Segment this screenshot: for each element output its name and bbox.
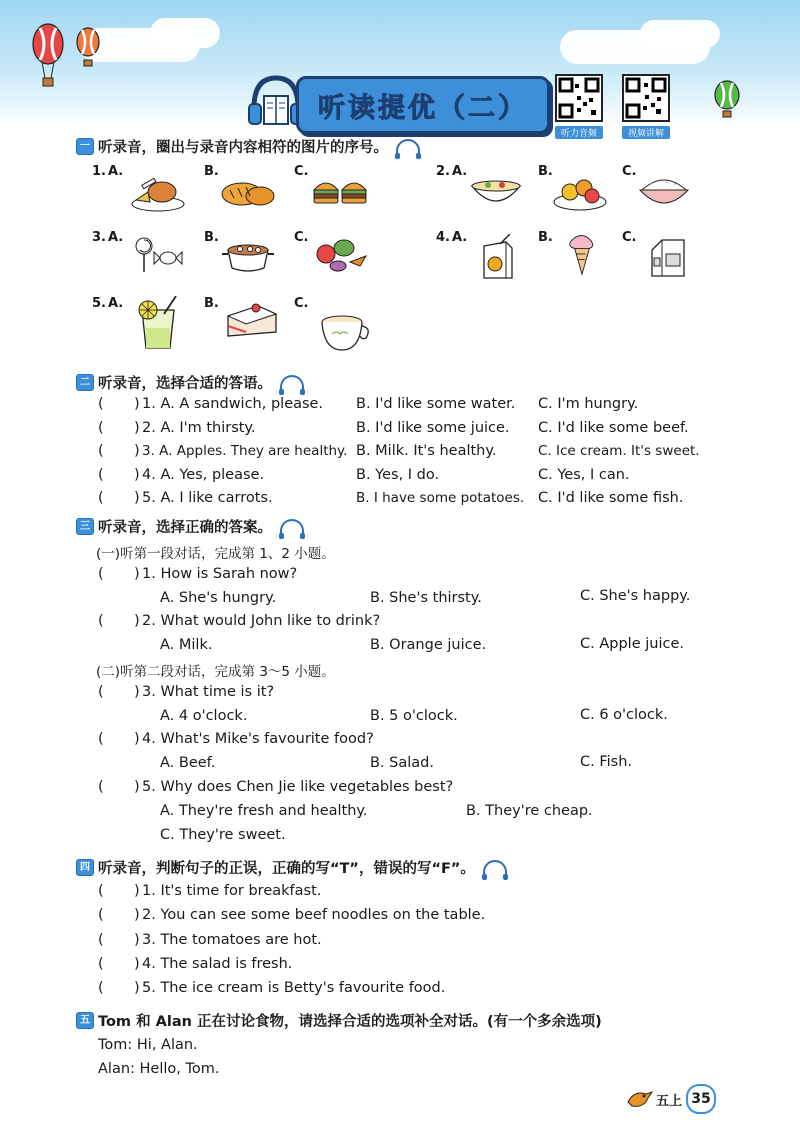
qr-block-video[interactable] [622,74,670,139]
question-number: 4. [436,230,450,245]
answer-blank-close: ) [134,907,140,923]
answer-blank-open[interactable]: ( [98,490,104,506]
option-c: C. Apple juice. [580,636,684,652]
answer-blank-close: ) [134,883,140,899]
part-heading: (二)听第二段对话，完成第 3～5 小题。 [96,664,335,680]
page-title: 听读提优（二） [296,76,550,134]
option-b: B. 5 o'clock. [370,708,458,724]
option-c: C. She's happy. [580,588,691,604]
question-text: 4. What's Mike's favourite food? [142,731,374,747]
option-a: A. 4 o'clock. [160,708,248,724]
question-number: 1. [92,164,106,179]
option-label[interactable]: A. [452,164,468,179]
option-label[interactable]: B. [538,230,553,245]
section-4-title [76,857,507,878]
balloon-icon [710,80,744,120]
dialogue-line: Alan: Hello, Tom. [98,1061,220,1077]
option-label[interactable]: A. [108,296,124,311]
lemonade-icon [134,296,182,352]
option-a: 1. A. A sandwich, please. [142,396,324,412]
answer-blank-open[interactable]: ( [98,956,104,972]
section-2-title [76,372,304,393]
answer-blank-open[interactable]: ( [98,467,104,483]
question-text: 1. How is Sarah now? [142,566,298,582]
qr-code-icon [622,74,670,122]
answer-blank-open[interactable]: ( [98,907,104,923]
answer-blank-close: ) [134,613,140,629]
option-label[interactable]: C. [294,164,309,179]
answer-blank-open[interactable]: ( [98,420,104,436]
option-b: B. She's thirsty. [370,590,482,606]
option-label[interactable]: C. [294,230,309,245]
noodles-icon [466,170,526,216]
question-number: 2. [436,164,450,179]
option-a: 2. A. I'm thirsty. [142,420,256,436]
option-label[interactable]: A. [108,164,124,179]
section-1-title [76,136,420,157]
statement: 4. The salad is fresh. [142,956,293,972]
headphone-icon [396,139,420,155]
option-c: C. 6 o'clock. [580,707,668,723]
section-badge: 五 [76,1012,94,1029]
option-b: B. I'd like some water. [356,396,516,412]
answer-blank-open[interactable]: ( [98,443,104,459]
option-a: A. Milk. [160,637,213,653]
section-badge: 二 [76,374,94,391]
page-number: 35 [686,1084,716,1114]
answer-blank-open[interactable]: ( [98,932,104,948]
ice-cream-icon [552,230,612,276]
pot-icon [218,232,278,278]
answer-blank-close: ) [134,490,140,506]
option-a: 3. A. Apples. They are healthy. [142,443,348,459]
fruit-plate-icon [550,168,610,214]
milk-carton-icon [638,234,698,280]
answer-blank-open[interactable]: ( [98,566,104,582]
option-a: A. They're fresh and healthy. [160,803,368,819]
bird-icon [624,1086,654,1110]
option-c: C. Yes, I can. [538,467,630,483]
section-3-title [76,516,304,537]
qr-code-icon [555,74,603,122]
answer-blank-close: ) [134,443,140,459]
option-a: A. Beef. [160,755,216,771]
answer-blank-close: ) [134,420,140,436]
qr-block-audio[interactable] [555,74,603,139]
answer-blank-close: ) [134,684,140,700]
answer-blank-close: ) [134,731,140,747]
option-b: B. I have some potatoes. [356,490,525,506]
candy-icon [128,232,188,278]
question-number: 5. [92,296,106,311]
answer-blank-close: ) [134,932,140,948]
option-c: C. Fish. [580,754,633,770]
option-a: A. She's hungry. [160,590,277,606]
option-label[interactable]: B. [204,296,219,311]
tea-cup-icon [316,312,376,358]
qr-label: 视频讲解 [622,126,670,139]
section-5-title [76,1010,602,1031]
qr-label: 听力音频 [555,126,603,139]
headphone-icon [280,375,304,391]
option-label[interactable]: C. [294,296,309,311]
statement: 5. The ice cream is Betty's favourite food. [142,980,446,996]
hamburger-icon [310,168,370,214]
question-number: 3. [92,230,106,245]
section-badge: 一 [76,138,94,155]
answer-blank-open[interactable]: ( [98,613,104,629]
option-label[interactable]: C. [622,164,637,179]
answer-blank-open[interactable]: ( [98,980,104,996]
option-label[interactable]: C. [622,230,637,245]
option-b: B. Orange juice. [370,637,487,653]
answer-blank-close: ) [134,779,140,795]
statement: 2. You can see some beef noodles on the table. [142,907,486,923]
option-c: C. They're sweet. [160,827,286,843]
answer-blank-close: ) [134,566,140,582]
statement: 1. It's time for breakfast. [142,883,322,899]
section-instruction: Tom 和 Alan 正在讨论食物，请选择合适的选项补全对话。(有一个多余选项) [98,1014,602,1030]
answer-blank-open[interactable]: ( [98,684,104,700]
option-c: C. I'm hungry. [538,396,639,412]
option-b: B. Salad. [370,755,434,771]
option-label[interactable]: B. [538,164,553,179]
section-badge: 三 [76,518,94,535]
option-a: 4. A. Yes, please. [142,467,265,483]
question-text: 3. What time is it? [142,684,275,700]
option-b: B. Yes, I do. [356,467,440,483]
bread-icon [218,170,278,216]
option-c: C. I'd like some fish. [538,490,684,506]
grade-label: 五上 [656,1094,683,1109]
question-text: 5. Why does Chen Jie like vegetables best? [142,779,454,795]
question-text: 2. What would John like to drink? [142,613,381,629]
statement: 3. The tomatoes are hot. [142,932,322,948]
book-icon [264,96,288,124]
section-instruction: 听录音，选择正确的答案。 [98,520,272,536]
rice-bowl-icon [634,168,694,214]
option-b: B. Milk. It's healthy. [356,443,497,459]
section-badge: 四 [76,859,94,876]
answer-blank-open[interactable]: ( [98,396,104,412]
chicken-leg-icon [128,168,188,214]
option-label[interactable]: B. [204,164,219,179]
answer-blank-open[interactable]: ( [98,731,104,747]
section-instruction: 听录音，选择合适的答语。 [98,376,272,392]
option-label[interactable]: A. [108,230,124,245]
answer-blank-close: ) [134,396,140,412]
answer-blank-close: ) [134,980,140,996]
option-c: C. I'd like some beef. [538,420,689,436]
headphone-icon [483,860,507,876]
balloon-icon [30,22,110,94]
section-instruction: 听录音，圈出与录音内容相符的图片的序号。 [98,140,388,156]
option-label[interactable]: A. [452,230,468,245]
section-instruction: 听录音，判断句子的正误，正确的写“T”，错误的写“F”。 [98,861,475,877]
vegetables-icon [310,230,370,276]
part-heading: (一)听第一段对话，完成第 1、2 小题。 [96,546,335,562]
option-a: 5. A. I like carrots. [142,490,273,506]
dialogue-line: Tom: Hi, Alan. [98,1037,198,1053]
answer-blank-close: ) [134,467,140,483]
answer-blank-close: ) [134,956,140,972]
answer-blank-open[interactable]: ( [98,779,104,795]
cake-icon [222,296,282,342]
option-label[interactable]: B. [204,230,219,245]
headphone-icon [280,519,304,535]
answer-blank-open[interactable]: ( [98,883,104,899]
option-b: B. They're cheap. [466,803,593,819]
option-b: B. I'd like some juice. [356,420,510,436]
orange-juice-box-icon [470,234,530,280]
option-c: C. Ice cream. It's sweet. [538,443,700,459]
